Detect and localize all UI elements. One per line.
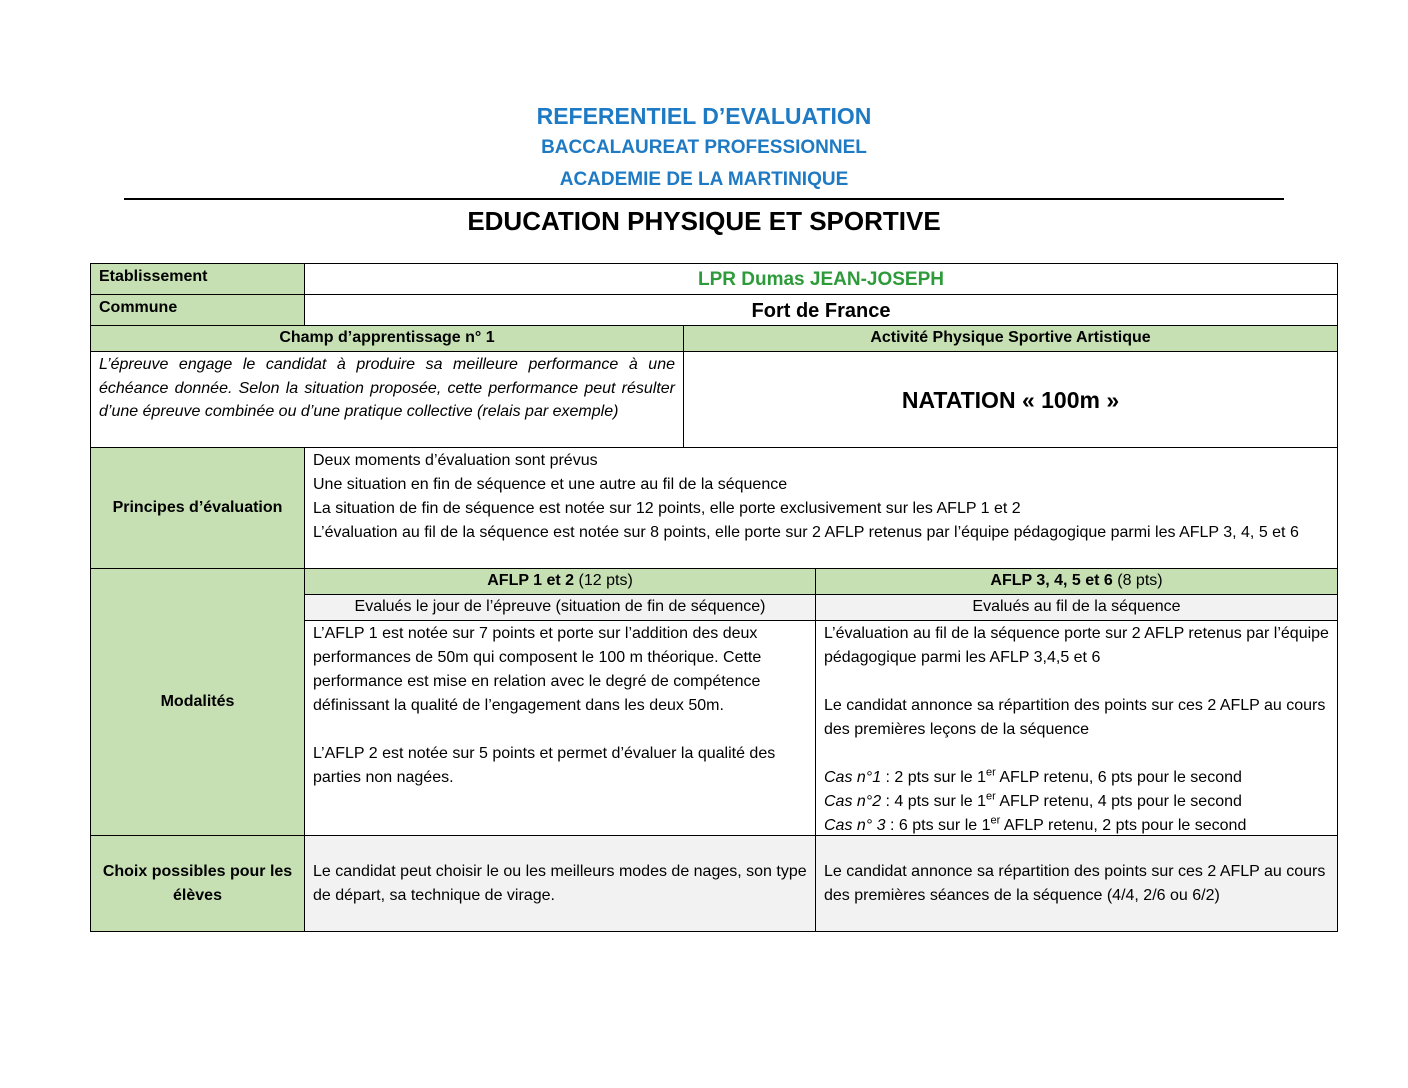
aflp2-description: L’AFLP 2 est notée sur 5 points et permet d’évaluer la qualité des parties non nagées. <box>313 745 776 786</box>
referentiel-title: REFERENTIEL D’EVALUATION <box>536 103 872 129</box>
document-header <box>0 100 1408 196</box>
commune-label: Commune <box>90 294 305 326</box>
aflp3456-description: L’évaluation au fil de la séquence porte sur 2 AFLP retenus par l’équipe pédagogique parmi les AFLP 3,4,5 et 6 <box>824 625 1329 666</box>
principes-content <box>304 447 1338 569</box>
choix-label: Choix possibles pour les élèves <box>90 835 305 932</box>
choix-aflp12-text: Le candidat peut choisir le ou les meilleurs modes de nages, son type de départ, sa technique de virage. <box>313 862 807 904</box>
principes-line-3: La situation de fin de séquence est notée sur 12 points, elle porte exclusivement sur les AFLP 1 et 2 <box>313 500 1021 517</box>
principes-line-4: L’évaluation au fil de la séquence est notée sur 8 points, elle porte sur 2 AFLP retenus par l’équipe pédagogique parmi les AFLP 3, 4, 5 et 6 <box>313 524 1299 541</box>
aflp3456-subheader: Evalués au fil de la séquence <box>815 594 1338 621</box>
cas-3: Cas n° 3 : 6 pts sur le 1er AFLP retenu, 2 pts pour le second <box>824 814 1247 834</box>
choix-aflp12 <box>304 835 816 932</box>
principes-label: Principes d’évaluation <box>90 447 305 569</box>
principes-line-1: Deux moments d’évaluation sont prévus <box>313 452 598 469</box>
diploma-title: BACCALAUREAT PROFESSIONNEL <box>541 137 867 158</box>
page-title: EDUCATION PHYSIQUE ET SPORTIVE <box>467 206 941 236</box>
aflp12-header <box>304 568 816 595</box>
academy-title: ACADEMIE DE LA MARTINIQUE <box>559 169 849 190</box>
champ-description: L’épreuve engage le candidat à produire sa meilleure performance à une échéance donnée. Selon la situation proposée, cette performance peut résulter d’une épreuve combinée ou d’une pratique collective (relais par exemple) <box>90 351 684 448</box>
choix-aflp3456-text: Le candidat annonce sa répartition des points sur ces 2 AFLP au cours des premières séances de la séquence (4/4, 2/6 ou 6/2) <box>824 862 1326 904</box>
etablissement-value: LPR Dumas JEAN-JOSEPH <box>304 263 1338 295</box>
cas-1: Cas n°1 : 2 pts sur le 1er AFLP retenu, 6 pts pour le second <box>824 766 1242 786</box>
aflp12-content <box>304 620 816 836</box>
modalites-label: Modalités <box>90 568 305 836</box>
activite-label: Activité Physique Sportive Artistique <box>683 325 1338 352</box>
aflp12-points: (12 pts) <box>574 572 633 589</box>
aflp3456-title: AFLP 3, 4, 5 et 6 <box>990 572 1113 589</box>
choix-aflp3456 <box>815 835 1338 932</box>
cas-2: Cas n°2 : 4 pts sur le 1er AFLP retenu, 4 pts pour le second <box>824 790 1242 810</box>
champ-label: Champ d’apprentissage n° 1 <box>90 325 684 352</box>
repartition-description: Le candidat annonce sa répartition des points sur ces 2 AFLP au cours des premières leçons de la séquence <box>824 697 1326 738</box>
aflp1-description: L’AFLP 1 est notée sur 7 points et porte sur l’addition des deux performances de 50m qui composent le 100 m théorique. Cette performance est mise en relation avec le degré de compétence définissant la qualité de l’engagement dans les deux 50m. <box>313 625 762 714</box>
aflp3456-points: (8 pts) <box>1112 572 1163 589</box>
principes-line-2: Une situation en fin de séquence et une autre au fil de la séquence <box>313 476 788 493</box>
header-divider <box>124 198 1284 200</box>
activite-value: NATATION « 100m » <box>683 351 1338 448</box>
aflp12-subheader: Evalués le jour de l’épreuve (situation de fin de séquence) <box>304 594 816 621</box>
etablissement-label: Etablissement <box>90 263 305 295</box>
aflp3456-header <box>815 568 1338 595</box>
aflp3456-content <box>815 620 1338 836</box>
aflp12-title: AFLP 1 et 2 <box>487 572 575 589</box>
commune-value: Fort de France <box>304 294 1338 326</box>
